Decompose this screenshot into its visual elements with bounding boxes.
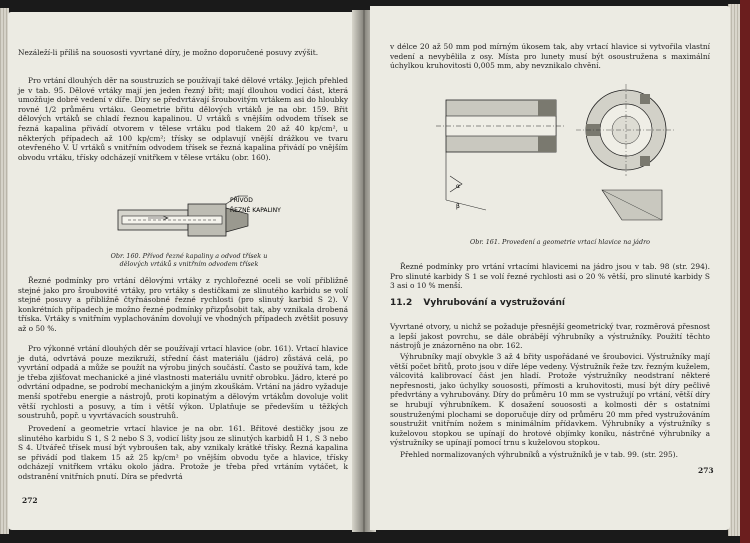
- section-heading: [390, 298, 565, 308]
- right-paragraph-3: Vyvrtané otvory, u nichž se požaduje přesnější geometrický tvar, rozměrová přesnost a lepší jakost povrchu, se dále obrábějí výhrubníky a výstružníky. Použití těchto nástrojů je znázorněno na obr. 162.: [390, 322, 710, 351]
- right-paragraph-5: Přehled normalizovaných výhrubníků a výstružníků je v tab. 99. (str. 295).: [400, 450, 678, 459]
- left-paragraph-4: Pro výkonné vrtání dlouhých děr se používají vrtací hlavice (obr. 161). Vrtací hlavice je dutá, odvrtává pouze mezikruží, střední část materiálu (jádro) zůstává celá, po vyvrtání odpadá a může se použít na výrobu jiných součástí. Často se používá tam, kde je třeba zjišťovat mechanické a jiné vlastnosti materiálu uvnitř obrobku. Jádro, které po odvrtání odpadne, se podrobí mechanickým a jiným zkouškám. Vrtání na jádro vyžaduje menší spotřebu energie a nástrojů, proti kopinatým a dělovým vrtákům dovoluje volit větší rychlosti a posuvy, a tím i větší výkon. Uplatňuje se především u těžkých soustruhů, popř. u vyvrtávacích soustruhů.: [18, 344, 348, 421]
- book-cover-edge: [740, 0, 750, 543]
- right-page: [370, 6, 730, 530]
- svg-text:α: α: [456, 183, 460, 190]
- section-number: 11.2: [390, 298, 413, 308]
- drill-coolant-figure: [108, 192, 308, 250]
- figure-161-caption: Obr. 161. Provedení a geometrie vrtací hlavice na jádro: [469, 238, 650, 246]
- figure-label-supply: PŘÍVOD: [230, 197, 253, 204]
- figure-160-caption: Obr. 160. Přívod řezné kapaliny a odvod třísek u dělových vrtáků s vnitřním odvodem třísek: [110, 252, 268, 268]
- right-paragraph-4: Výhrubníky mají obvykle 3 až 4 břity uspořádané ve šroubovici. Výstružníky mají větší počet břitů, proto jsou v díře lépe vedeny. Výstružník řeže tzv. řezným kuželem, válcovitá kalibrovací část jen hladí. Protože výstružníky neodstraní některé nepřesnosti, jako úchylky souososti, přímosti a kruhovitosti, musí být díry pečlivě předvrtány a vyhrubovány. Díry do průměru 10 mm se vystružují po vrtání, větší díry se hrubují výhrubníkem. K dosažení souososti a kolmosti děr s ostatními soustruženými plochami se doporučuje díry od průměru 20 mm před vystružováním soustružit vnitřním nožem s minimálním přídavkem. Výhrubníky a výstružníky s kuželovou stopkou se upínají do hrotové objímky koníku, nástrčné výhrubníky a výstružníky se upínají pomocí trnu s kuželovou stopkou.: [390, 352, 710, 448]
- left-paragraph-1: Nezáleží-li příliš na souososti vyvrtané díry, je možno doporučené posuvy zvýšit.: [18, 48, 319, 57]
- left-paragraph-5: Provedení a geometrie vrtací hlavice je na obr. 161. Břitové destičky jsou ze slinutého karbidu S 1, S 2 nebo S 3, vodicí lišty jsou ze slinutých karbidů H 1, S 3 nebo S 4. Utvářeč třísek musí být vybroušen tak, aby vznikaly krátké třísky. Řezná kapalina se přivádí pod tlakem 15 až 25 kp/cm² po vnějším obvodu tyče a hlavice, třísky odcházejí vnitřkem vrtáku okolo jádra. Protože je třeba před vrtáním vytáčet, k odstranění vnitřních pnutí. Díra se předvrtá: [18, 424, 348, 481]
- right-paragraph-2: Řezné podmínky pro vrtání vrtacími hlavicemi na jádro jsou v tab. 98 (str. 294). Pro slinuté karbidy S 1 se volí řezné rychlosti asi o 20 % větší, pro slinuté karbidy S 3 asi o 10 % menší.: [390, 262, 710, 291]
- right-paragraph-1: v délce 20 až 50 mm pod mírným úkosem tak, aby vrtací hlavice si vytvořila vlastní vedení a nevybělila z osy. Místa pro lunety musí být osoustružena s maximální úchylkou kruhovitosti 0,005 mm, aby nevznikalo chvění.: [390, 42, 710, 71]
- left-paragraph-3: Řezné podmínky pro vrtání dělovými vrtáky z rychlořezné oceli se volí přibližně stejné jako pro šroubovité vrtáky, pro vrtáky s destičkami ze slinutého karbidu se volí stejné posuvy a přibližně čtyřnásobné řezné rychlosti (pro slinutý karbid S 2). V konkrétních případech je možno řezné podmínky přizpůsobit tak, aby vznikala drobená tříska. Vrtáky s vnitřním vyplachováním dovolují ve vhodných případech zvětšit posuvy až o 50 %.: [18, 276, 348, 333]
- svg-text:β: β: [456, 203, 460, 210]
- figure-label-coolant: ŘEZNÉ KAPALINY: [230, 207, 281, 214]
- drill-head-figure: [426, 80, 696, 236]
- right-page-number: 273: [698, 466, 714, 475]
- section-title: Vyhrubování a vystružování: [423, 298, 565, 308]
- left-paragraph-2: Pro vrtání dlouhých děr na soustruzích se používají také dělové vrtáky. Jejich přehled je v tab. 95. Dělové vrtáky mají jen jeden řezný břit; mají dlouhou vodicí část, která umožňuje dobré vedení v díře. Díry se předvrtávají šroubovitým vrtákem asi do hloubky rovné 1/2 průměru vrtáku. Geometrie břitu dělových vrtáků je na obr. 159. Břit dělových vrtáků se chladí řeznou kapalinou. U vrtáků s vnějším odvodem třísek se řezná kapalina přivádí otvorem v tělese vrtáku pod tlakem 20 až 40 kp/cm², u některých případech až 100 kp/cm²; třísky se odplavují vnější drážkou ve tvaru otevřeného V. U vrtáků s vnitřním odvodem třísek se řezná kapalina přivádí po vnějším obvodu vrtáku, třísky odcházejí vnitřkem v tělese vrtáku (obr. 160).: [18, 76, 348, 162]
- left-page-number: 272: [22, 496, 38, 505]
- left-page: [8, 12, 360, 530]
